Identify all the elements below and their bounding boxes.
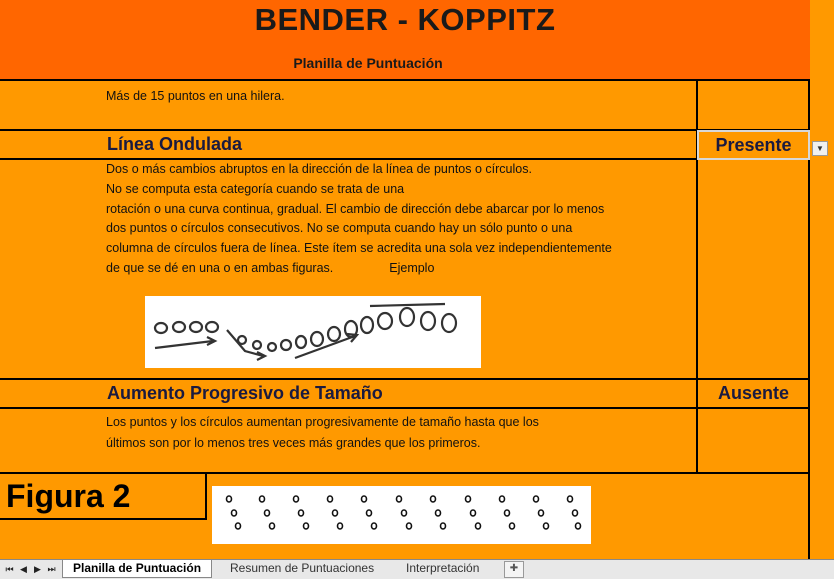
prev-sheet-icon[interactable]: ◀ [20, 564, 27, 574]
example-drawing [145, 296, 481, 368]
description-line: últimos son por lo menos tres veces más grandes que los primeros. [106, 436, 481, 450]
description-line: columna de círculos fuera de línea. Este ítem se acredita una sola vez independientemente [106, 241, 612, 256]
insert-sheet-icon[interactable]: ✚ [504, 561, 524, 578]
example-label: Ejemplo [389, 260, 435, 275]
description-line-text: de que se dé en una o en ambas figuras. [106, 260, 334, 275]
status-cell-selected[interactable] [697, 130, 810, 160]
last-sheet-icon[interactable]: ⏭ [47, 564, 56, 574]
grid-line [0, 129, 810, 131]
next-sheet-icon[interactable]: ▶ [34, 564, 41, 574]
tab-resumen-de-puntuaciones[interactable]: Resumen de Puntuaciones [230, 561, 375, 575]
sheet-tab-bar [0, 559, 834, 579]
section-title-linea-ondulada: Línea Ondulada [107, 134, 243, 154]
description-line: rotación o una curva continua, gradual. El cambio de dirección debe abarcar por lo menos [106, 201, 605, 216]
section1-description [106, 160, 612, 279]
grid-line [0, 79, 810, 81]
criterion-text: Más de 15 puntos en una hilera. [106, 89, 285, 103]
right-column-strip [810, 0, 834, 560]
grid-line [0, 518, 207, 520]
page-title: BENDER - KOPPITZ [254, 2, 556, 37]
grid-line [205, 472, 207, 519]
first-sheet-icon[interactable]: ⏮ [5, 564, 14, 574]
tab-planilla-de-puntuacion[interactable]: Planilla de Puntuación [62, 560, 212, 578]
grid-line [0, 378, 810, 380]
section2-description [106, 412, 539, 454]
example-wavy-line-image [145, 296, 481, 368]
status-presente: Presente [715, 135, 792, 155]
figure-label: Figura 2 [6, 478, 131, 514]
grid-line [0, 407, 810, 409]
dropdown-arrow-icon[interactable]: ▼ [812, 141, 828, 156]
description-line [106, 259, 612, 279]
description-line: dos puntos o círculos consecutivos. No se computa cuando hay un sólo punto o una [106, 221, 573, 236]
figure-2-image [212, 486, 591, 544]
section-title-aumento-progresivo: Aumento Progresivo de Tamaño [107, 383, 383, 403]
tab-interpretacion[interactable]: Interpretación [406, 561, 480, 575]
figure-2-drawing [212, 486, 591, 544]
grid-line [0, 472, 810, 474]
description-line: Los puntos y los círculos aumentan progresivamente de tamaño hasta que los [106, 415, 539, 429]
description-line: Dos o más cambios abruptos en la dirección de la línea de puntos o círculos. [106, 162, 532, 176]
status-ausente[interactable]: Ausente [717, 383, 789, 403]
page-subtitle: Planilla de Puntuación [293, 55, 443, 71]
description-line: No se computa esta categoría cuando se trata de una [106, 181, 405, 196]
